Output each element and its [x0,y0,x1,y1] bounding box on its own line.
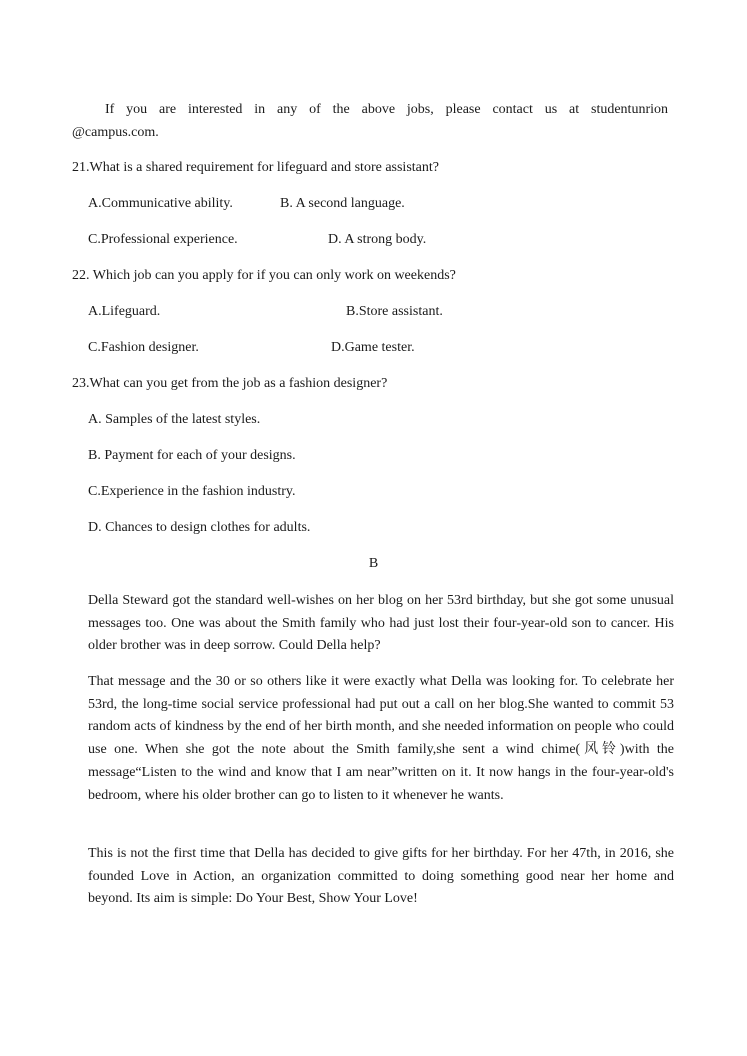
question-21-option-d: D. A strong body. [328,232,427,247]
question-23-stem: 23.What can you get from the job as a fashion designer? [72,376,388,391]
question-22-option-c: C.Fashion designer. [88,340,199,355]
contact-intro-line-1: If you are interested in any of the above jobs, please contact us at studentunrion [105,102,668,117]
contact-intro [72,99,668,144]
question-21-option-b: B. A second language. [280,196,405,211]
passage-paragraph-2: That message and the 30 or so others like it were exactly what Della was looking for. To celebrate her 53rd, the long-time social service professional had put out a call on her blog.She wanted to commit 53 random acts of kindness by the end of her birth month, and she needed information on people who could use one. When she got the note about the Smith family,she sent a wind chime(风铃)with the message“Listen to the wind and know that I am near”written on it. It now hangs in the four-year-old's bedroom, where his older brother can go to listen to it whenever he wants. [88,674,674,803]
section-heading: B [368,556,379,571]
question-23-option-d: D. Chances to design clothes for adults. [88,520,311,535]
question-22-stem: 22. Which job can you apply for if you can only work on weekends? [72,268,456,283]
question-23-option-a: A. Samples of the latest styles. [88,412,261,427]
question-22-option-b: B.Store assistant. [346,304,443,319]
question-21-option-c: C.Professional experience. [88,232,238,247]
question-22-option-a: A.Lifeguard. [88,304,161,319]
question-21-stem: 21.What is a shared requirement for lifeguard and store assistant? [72,160,439,175]
passage-paragraph-3: This is not the first time that Della has decided to give gifts for her birthday. For her 47th, in 2016, she founded Love in Action, an organization committed to doing something good near her home and beyond. Its aim is simple: Do Your Best, Show Your Love! [88,846,674,907]
question-23-option-b: B. Payment for each of your designs. [88,448,296,463]
question-23-option-c: C.Experience in the fashion industry. [88,484,296,499]
question-21-option-a: A.Communicative ability. [88,196,233,211]
question-22-option-d: D.Game tester. [331,340,415,355]
passage-paragraph-1: Della Steward got the standard well-wishes on her blog on her 53rd birthday, but she got some unusual messages too. One was about the Smith family who had just lost their four-year-old son to cancer. His older brother was in deep sorrow. Could Della help? [88,593,674,654]
contact-intro-line-2: @campus.com. [72,124,159,140]
